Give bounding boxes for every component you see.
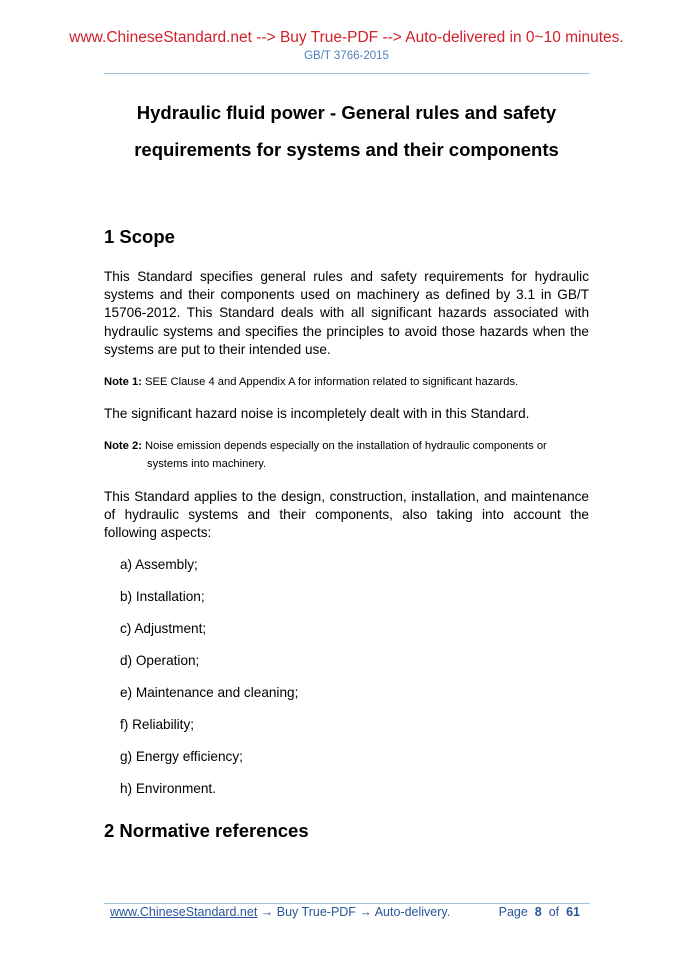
page-of: of — [548, 905, 560, 919]
doc-title-line2: requirements for systems and their components — [134, 139, 559, 160]
list-item: e) Maintenance and cleaning; — [120, 685, 299, 700]
doc-title-line1: Hydraulic fluid power - General rules and safety — [136, 102, 557, 123]
note-2-continuation: systems into machinery. — [147, 458, 267, 470]
section-heading-scope: 1 Scope — [104, 226, 175, 247]
list-item: g) Energy efficiency; — [120, 749, 243, 764]
page-footer — [110, 905, 580, 919]
list-item: a) Assembly; — [120, 557, 198, 572]
scope-paragraph-1: This Standard specifies general rules and safety requirements for hydraulic systems and their components used on machinery as defined by 3.1 in GB/T 15706-2012. This Standard deals with all significant hazards associated with hydraulic systems and specifies the principles to avoid those hazards when the systems are put to their intended use. — [104, 269, 589, 357]
standard-number: GB/T 3766-2015 — [304, 50, 389, 62]
list-item: d) Operation; — [120, 653, 200, 668]
note-1 — [104, 373, 589, 391]
list-item: c) Adjustment; — [120, 621, 207, 636]
header-divider — [104, 73, 590, 74]
list-item: h) Environment. — [120, 781, 216, 796]
note-1-text: SEE Clause 4 and Appendix A for information related to significant hazards. — [141, 376, 519, 388]
page-number: 8 — [534, 905, 542, 919]
promo-banner: www.ChineseStandard.net --> Buy True-PDF --> Auto-delivered in 0~10 minutes. — [69, 29, 624, 46]
list-item: f) Reliability; — [120, 717, 195, 732]
footer-divider — [104, 903, 590, 904]
list-item: b) Installation; — [120, 589, 205, 604]
note-2-text: Noise emission depends especially on the installation of hydraulic components or — [141, 440, 547, 452]
note-2 — [104, 437, 589, 473]
page-label: Page — [498, 905, 528, 919]
section-heading-normative-references: 2 Normative references — [104, 820, 309, 841]
footer-site-link[interactable]: www.ChineseStandard.net — [110, 905, 258, 919]
page-indicator — [499, 905, 580, 919]
scope-paragraph-2: The significant hazard noise is incompletely dealt with in this Standard. — [104, 406, 530, 421]
footer-text: → Buy True-PDF → Auto-delivery. — [257, 905, 451, 919]
note-2-label: Note 2: — [104, 440, 142, 452]
scope-paragraph-3: This Standard applies to the design, construction, installation, and maintenance of hydraulic systems and their components, also taking into account the following aspects: — [104, 489, 589, 541]
page-total: 61 — [566, 905, 580, 919]
note-1-label: Note 1: — [104, 376, 142, 388]
